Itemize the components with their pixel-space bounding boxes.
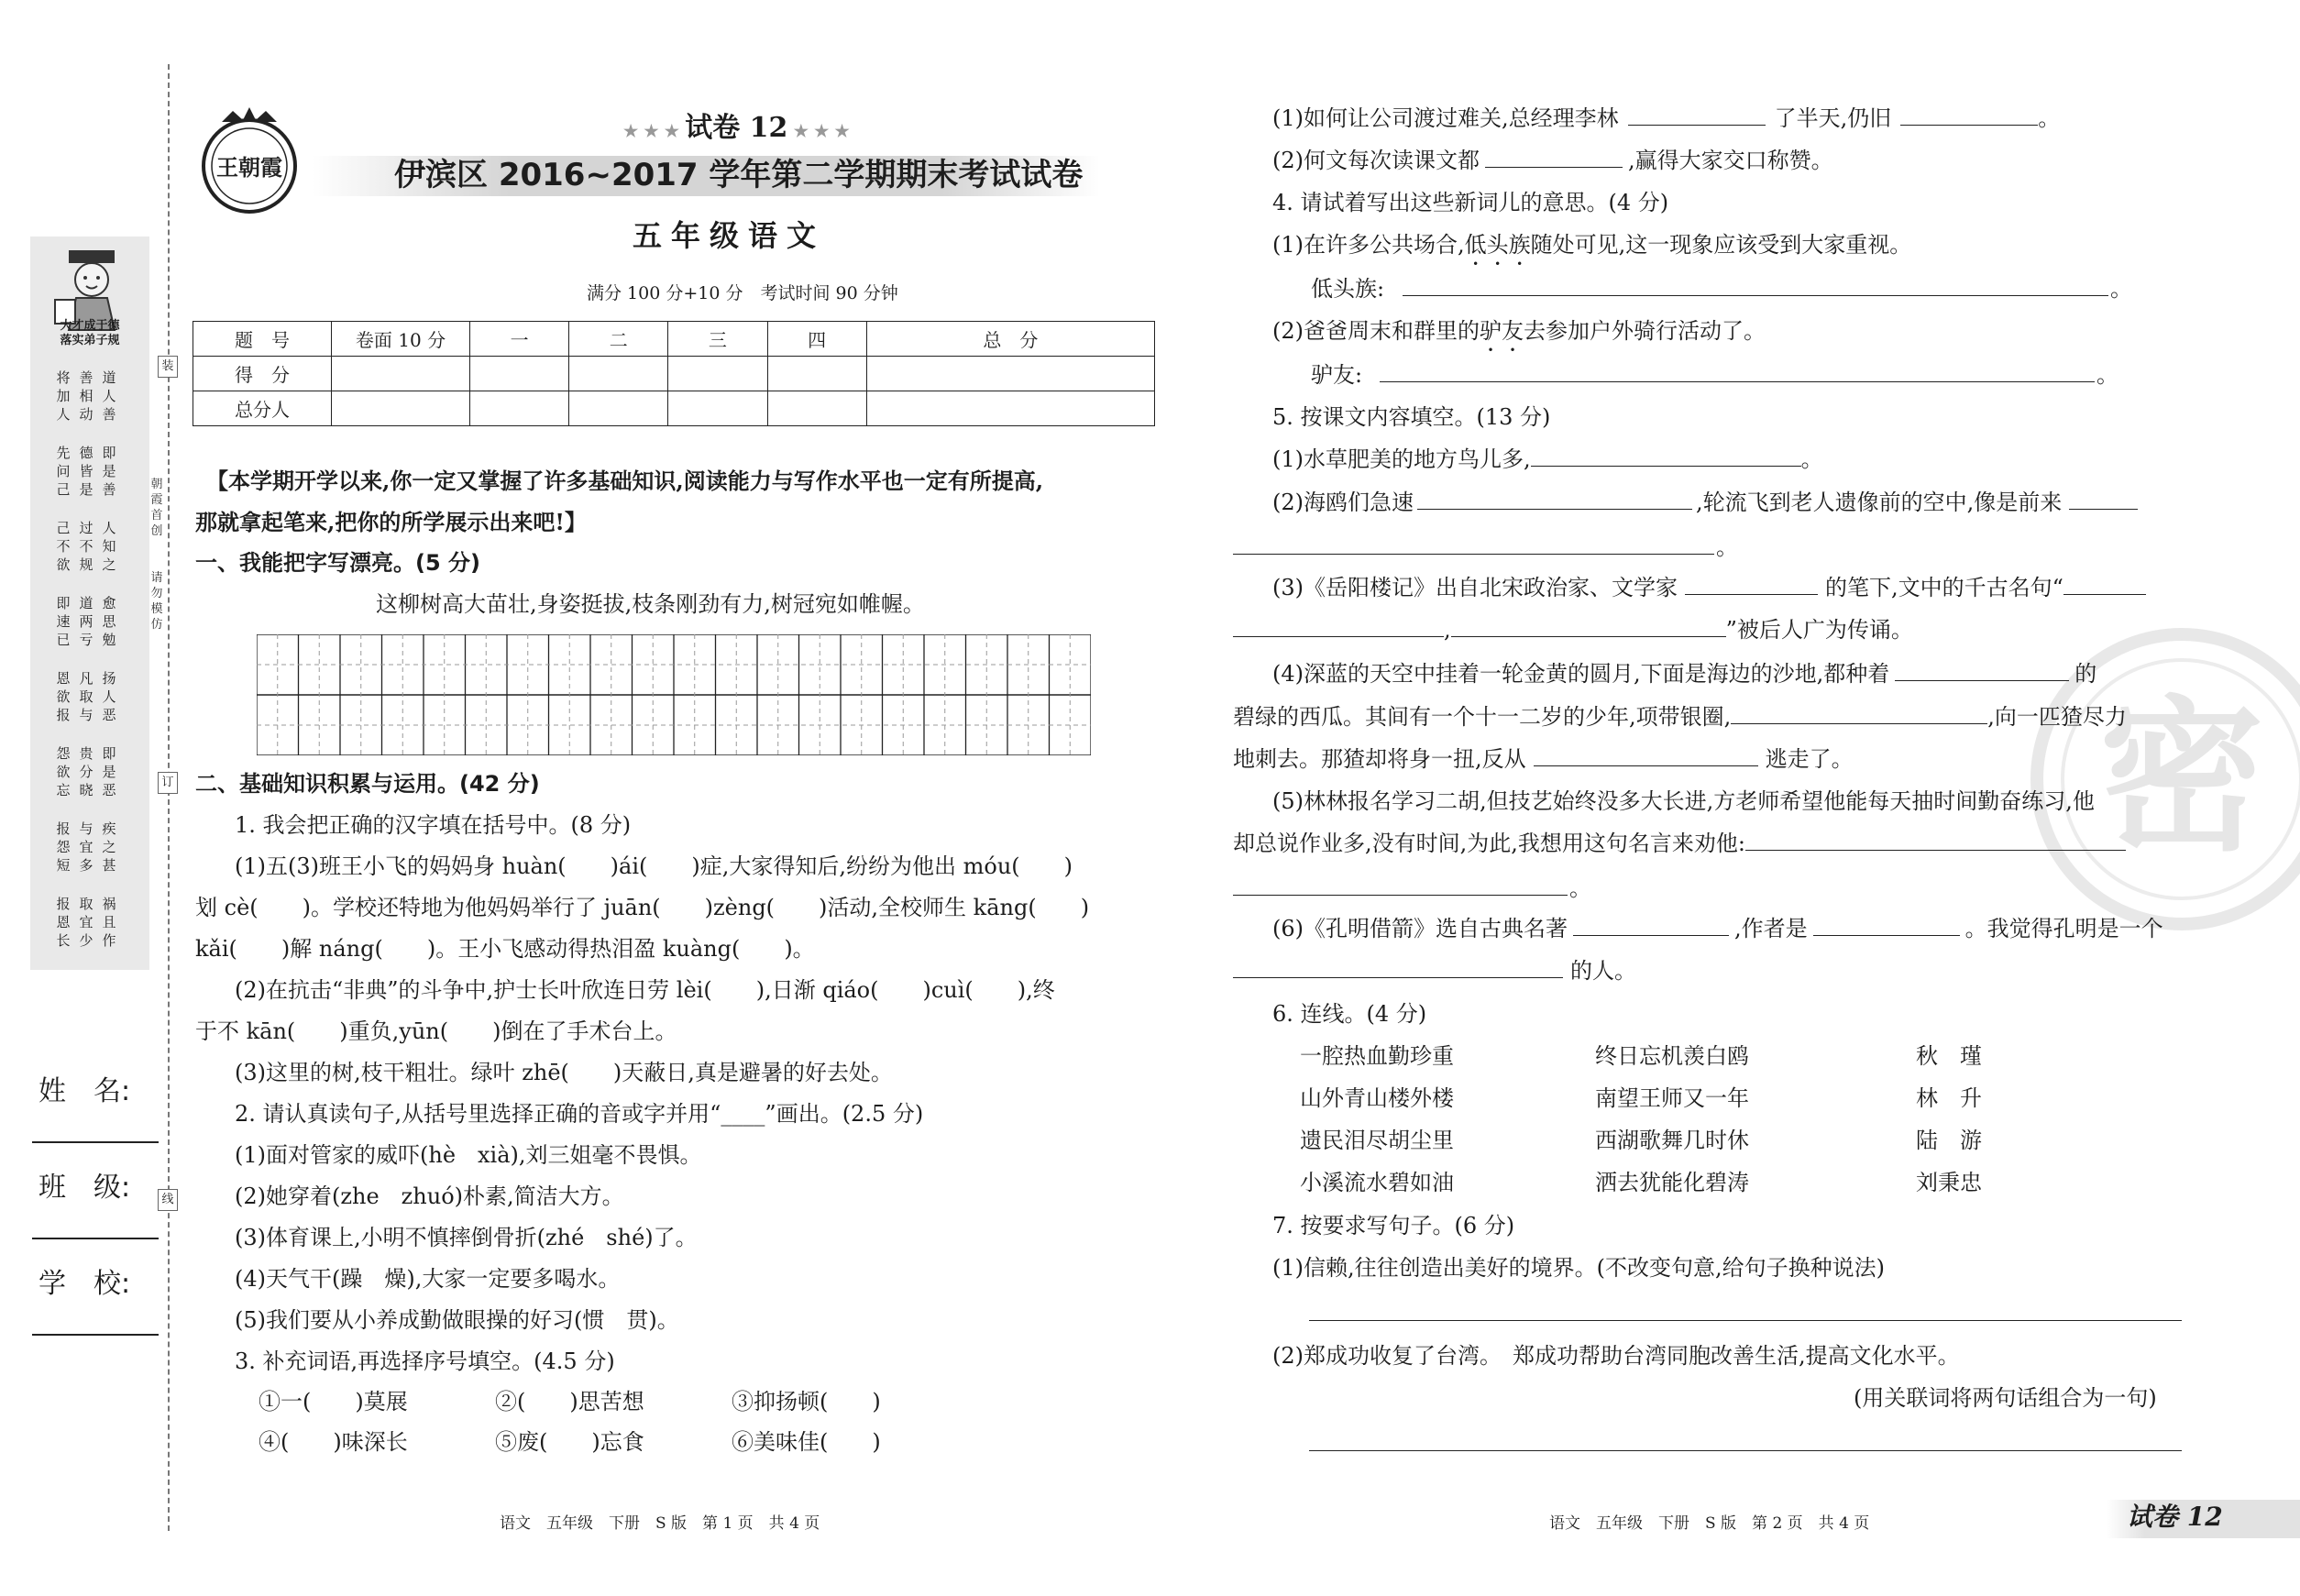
answer-blank[interactable] — [1685, 572, 1818, 595]
score-table-header: 三 — [668, 322, 767, 357]
question-line: (1)五(3)班王小飞的妈妈身 huàn( )ái( )症,大家得知后,纷纷为他出 móu( ) — [235, 853, 1073, 879]
text-part: (1)水草肥美的地方鸟儿多, — [1272, 446, 1531, 472]
side-column: 过不规 — [79, 520, 94, 573]
binding-mark-xian: 线 — [158, 1189, 178, 1211]
answer-blank[interactable] — [1731, 701, 1987, 724]
question-line: (5)我们要从小养成勤做眼操的好习(惯 贯)。 — [235, 1307, 679, 1333]
side-column: 恩欲报 — [56, 670, 71, 723]
side-column: 贵分晓 — [79, 745, 94, 798]
text-part: 。 — [1800, 446, 1823, 472]
question-line — [1272, 315, 1766, 357]
class-label: 班 级: — [39, 1172, 131, 1204]
writing-grid-lines — [257, 634, 1091, 755]
text-part: 去参加户外骑行活动了。 — [1524, 318, 1766, 344]
answer-blank[interactable] — [1813, 913, 1960, 936]
answer-blank[interactable] — [2069, 487, 2138, 510]
side-motto-line: 落实弟子规 — [60, 334, 120, 347]
question-line: (4)天气干(躁 燥),大家一定要多喝水。 — [235, 1266, 621, 1292]
side-column: 即是善 — [102, 445, 116, 498]
score-cell[interactable] — [569, 391, 668, 426]
side-column: 善相动 — [79, 369, 94, 423]
question-line: (2)郑成功收复了台湾。 郑成功帮助台湾同胞改善生活,提高文化水平。 — [1272, 1343, 1960, 1369]
side-column: 己不欲 — [56, 520, 71, 573]
binding-mark-zhuang: 装 — [158, 356, 178, 378]
side-column: 怨欲忘 — [56, 745, 71, 798]
text-part: 逃走了。 — [1765, 746, 1854, 772]
match-item[interactable]: 南望王师又一年 — [1595, 1085, 1749, 1111]
page-footer: 语文 五年级 下册 S 版 第 2 页 共 4 页 — [1549, 1514, 1870, 1533]
text-part: 的 — [2074, 661, 2097, 687]
text-part: (2)爸爸周末和群里的 — [1272, 318, 1480, 344]
section-heading: 二、基础知识积累与运用。(42 分) — [195, 771, 540, 797]
match-author[interactable]: 林 升 — [1916, 1085, 1982, 1111]
text-part: 。我觉得孔明是一个 — [1964, 916, 2163, 941]
question-line — [1233, 701, 2127, 732]
side-column: 道人善 — [102, 369, 116, 423]
idiom-item: ①一( )莫展 — [259, 1389, 408, 1414]
class-field[interactable] — [32, 1238, 159, 1239]
score-table-header: 卷面 10 分 — [332, 322, 470, 357]
question-line: (3)体育课上,小明不慎摔倒骨折(zhé shé)了。 — [235, 1225, 698, 1250]
new-word-dotted: 低头族 — [1464, 232, 1531, 258]
subject-title: 五年级语文 — [633, 218, 826, 253]
question-line — [1272, 572, 2146, 603]
text-part: ,轮流飞到老人遗像前的空中,像是前来 — [1696, 490, 2063, 515]
answer-blank[interactable] — [1233, 614, 1444, 637]
text-part: 的笔下,文中的千古名句“ — [1825, 575, 2063, 600]
side-column: 与宜多 — [79, 820, 94, 874]
name-field[interactable] — [32, 1141, 159, 1143]
question: 5. 按课文内容填空。(13 分) — [1272, 404, 1551, 430]
question-line: kǎi( )解 náng( )。王小飞感动得热泪盈 kuàng( )。 — [195, 936, 815, 962]
question: 3. 补充词语,再选择序号填空。(4.5 分) — [235, 1348, 615, 1374]
question-note: (用关联词将两句话组合为一句) — [1854, 1385, 2157, 1411]
question-line: (2)在抗击“非典”的斗争中,护士长叶欣连日劳 lèi( ),日渐 qiáo( )cuì( ),终 — [235, 977, 1055, 1003]
answer-line[interactable] — [1380, 381, 2095, 382]
new-word-dotted: 驴友 — [1480, 318, 1524, 344]
answer-blank[interactable] — [1900, 103, 2038, 126]
side-motto-line: 大才成于德 — [60, 319, 120, 333]
text-part: ,向一匹猹尽力 — [1987, 704, 2127, 730]
match-author[interactable]: 秋 瑾 — [1916, 1043, 1982, 1069]
page-title: 伊滨区 2016~2017 学年第二学期期末考试试卷 — [394, 157, 1084, 193]
match-item[interactable]: 遗民泪尽胡尘里 — [1300, 1128, 1454, 1153]
side-column: 将加人 — [56, 369, 71, 423]
publisher-logo — [193, 105, 307, 215]
answer-blank[interactable] — [1233, 955, 1563, 978]
side-column: 扬人恶 — [102, 670, 116, 723]
definition-label: 驴友: — [1311, 362, 1363, 388]
side-column: 报怨短 — [56, 820, 71, 874]
side-column: 即是恶 — [102, 745, 116, 798]
period: 。 — [1716, 534, 1738, 560]
name-label: 姓 名: — [39, 1075, 131, 1107]
side-column: 先问己 — [56, 445, 71, 498]
question-line — [1272, 487, 2138, 518]
text-part: ,赢得大家交口称赞。 — [1628, 148, 1833, 173]
answer-blank[interactable] — [1745, 828, 2126, 851]
stamp-char: 密 — [2098, 682, 2265, 874]
score-table-header: 四 — [767, 322, 866, 357]
side-column: 即速已 — [56, 595, 71, 648]
score-table-header: 题 号 — [193, 322, 332, 357]
answer-blank[interactable] — [1417, 487, 1692, 510]
match-author[interactable]: 刘秉忠 — [1916, 1170, 1982, 1195]
question-line: (5)林林报名学习二胡,但技艺始终没多大长进,方老师希望他能每天抽时间勤奋练习,他 — [1272, 788, 2095, 814]
question-line: (1)面对管家的威吓(hè xià),刘三姐毫不畏惧。 — [235, 1142, 702, 1168]
answer-blank[interactable] — [1534, 743, 1758, 766]
text-part: 却总说作业多,没有时间,为此,我想用这句名言来劝他: — [1233, 831, 1745, 856]
question: 7. 按要求写句子。(6 分) — [1272, 1213, 1515, 1238]
answer-line[interactable] — [1233, 554, 1714, 555]
match-item[interactable]: 山外青山楼外楼 — [1300, 1085, 1454, 1111]
score-table-row — [193, 357, 1155, 391]
score-table-header-row — [193, 322, 1155, 357]
side-column: 疾之甚 — [102, 820, 116, 874]
score-table-header: 一 — [470, 322, 569, 357]
match-item[interactable]: 小溪流水碧如油 — [1300, 1170, 1454, 1195]
intro-line: 【本学期开学以来,你一定又掌握了许多基础知识,阅读能力与写作水平也一定有所提高, — [206, 468, 1044, 494]
answer-blank[interactable] — [1628, 103, 1766, 126]
section-heading: 一、我能把字写漂亮。(5 分) — [195, 550, 480, 576]
score-table — [193, 321, 1155, 426]
side-column: 凡取与 — [79, 670, 94, 723]
question-line — [1272, 913, 2163, 944]
side-column: 德皆是 — [79, 445, 94, 498]
match-item[interactable]: 一腔热血勤珍重 — [1300, 1043, 1454, 1069]
question-line: (3)这里的树,枝干粗壮。绿叶 zhē( )天蔽日,真是避暑的好去处。 — [235, 1060, 893, 1085]
score-cell[interactable] — [866, 357, 1154, 391]
school-label: 学 校: — [39, 1268, 131, 1300]
score-info: 满分 100 分+10 分 考试时间 90 分钟 — [587, 283, 898, 303]
text-part: 碧绿的西瓜。其间有一个十一二岁的少年,项带银圈, — [1233, 704, 1732, 730]
answer-line[interactable] — [1403, 295, 2108, 296]
binding-dashed-line — [168, 64, 170, 1531]
text-part: (6)《孔明借箭》选自古典名著 — [1272, 916, 1568, 941]
match-item[interactable]: 洒去犹能化碧涛 — [1595, 1170, 1749, 1195]
answer-line[interactable] — [1309, 1450, 2182, 1451]
period: 。 — [1569, 875, 1591, 901]
answer-blank[interactable] — [1485, 145, 1623, 168]
intro-line: 那就拿起笔来,把你的所学展示出来吧!】 — [195, 509, 587, 535]
side-column: 人知之 — [102, 520, 116, 573]
text-part: (1)在许多公共场合, — [1272, 232, 1465, 258]
school-field[interactable] — [32, 1334, 159, 1336]
binding-mark-ding: 订 — [158, 772, 178, 794]
answer-blank[interactable] — [1451, 614, 1726, 637]
copy-sentence: 这柳树高大苗壮,身姿挺拔,枝条刚劲有力,树冠宛如帷幄。 — [376, 591, 925, 617]
question: 4. 请试着写出这些新词儿的意思。(4 分) — [1272, 190, 1669, 215]
period: 。 — [2110, 276, 2132, 302]
writing-grid[interactable] — [257, 634, 1091, 755]
score-table-row — [193, 391, 1155, 426]
question-line — [1272, 658, 2096, 689]
side-column: 祸且作 — [102, 896, 116, 949]
match-item[interactable]: 西湖歌舞几时休 — [1595, 1128, 1749, 1153]
question-line — [1272, 145, 1833, 176]
match-author[interactable]: 陆 游 — [1916, 1128, 1982, 1153]
score-cell[interactable] — [470, 391, 569, 426]
score-table-header: 二 — [569, 322, 668, 357]
score-cell[interactable] — [332, 357, 470, 391]
question-line — [1233, 955, 1636, 986]
text-part: (2)何文每次读课文都 — [1272, 148, 1480, 173]
question-line: 于不 kān( )重负,yūn( )倒在了手术台上。 — [195, 1018, 677, 1044]
exam-number: ★ ★ ★ 试卷 12 ★ ★ ★ — [623, 112, 850, 144]
answer-blank[interactable] — [2063, 572, 2146, 595]
idiom-item: ③抑扬顿( ) — [732, 1389, 881, 1414]
text-part: (1)如何让公司渡过难关,总经理李林 — [1272, 105, 1619, 131]
text-part: (3)《岳阳楼记》出自北宋政治家、文学家 — [1272, 575, 1678, 600]
text-part: (4)深蓝的天空中挂着一轮金黄的圆月,下面是海边的沙地,都种着 — [1272, 661, 1890, 687]
score-row-label: 得 分 — [193, 357, 332, 391]
question-line: 划 cè( )。学校还特地为他妈妈举行了 juān( )zèng( )活动,全校师生 kāng( ) — [195, 895, 1090, 920]
question: 1. 我会把正确的汉字填在括号中。(8 分) — [235, 812, 632, 838]
score-cell[interactable] — [668, 391, 767, 426]
binding-note-2: 请勿模仿 — [150, 571, 163, 632]
side-column: 道两亏 — [79, 595, 94, 648]
idiom-item: ⑤废( )忘食 — [495, 1429, 644, 1455]
question-line: , ”被后人广为传诵。 — [1233, 614, 1913, 645]
question-line — [1272, 103, 2060, 134]
page-footer: 语文 五年级 下册 S 版 第 1 页 共 4 页 — [500, 1514, 820, 1533]
text-part: ”被后人广为传诵。 — [1725, 617, 1913, 643]
answer-blank[interactable] — [1531, 444, 1801, 467]
logo-text: 王朝霞 — [216, 154, 282, 181]
score-cell[interactable] — [470, 357, 569, 391]
definition-label: 低头族: — [1311, 276, 1385, 302]
question: 2. 请认真读句子,从括号里选择正确的音或字并用“____”画出。(2.5 分) — [235, 1101, 924, 1127]
side-column: 愈思勉 — [102, 595, 116, 648]
question-line — [1233, 828, 2126, 859]
idiom-item: ⑥美味佳( ) — [732, 1429, 881, 1455]
side-motto — [37, 319, 143, 348]
side-column: 取宜少 — [79, 896, 94, 949]
text-part: 。 — [2038, 105, 2061, 131]
exam-number-text: 试卷 12 — [685, 112, 788, 144]
match-item[interactable]: 终日忘机羡白鸥 — [1595, 1043, 1749, 1069]
text-part: 了半天,仍旧 — [1774, 105, 1892, 131]
score-cell[interactable] — [332, 391, 470, 426]
score-cell[interactable] — [767, 357, 866, 391]
score-table-header: 总 分 — [866, 322, 1154, 357]
answer-line[interactable] — [1233, 895, 1568, 896]
idiom-item: ②( )思苦想 — [495, 1389, 644, 1414]
answer-blank[interactable] — [1895, 658, 2069, 681]
idiom-item: ④( )味深长 — [259, 1429, 408, 1455]
text-part: 的人。 — [1570, 958, 1636, 984]
period: 。 — [2096, 362, 2118, 388]
score-cell[interactable] — [668, 357, 767, 391]
question-line — [1272, 229, 1911, 270]
question-line — [1233, 743, 1854, 775]
question: 6. 连线。(4 分) — [1272, 1001, 1427, 1027]
side-column: 报恩长 — [56, 896, 71, 949]
score-cell[interactable] — [569, 357, 668, 391]
score-row-label: 总分人 — [193, 391, 332, 426]
answer-line[interactable] — [1309, 1320, 2182, 1321]
text-part: (2)海鸥们急速 — [1272, 490, 1414, 515]
question-line: (1)信赖,往往创造出美好的境界。(不改变句意,给句子换种说法) — [1272, 1255, 1885, 1281]
question-line — [1272, 444, 1823, 475]
footer-exam-tag: 试卷 12 — [2127, 1502, 2223, 1532]
score-cell[interactable] — [866, 391, 1154, 426]
text-part: ,作者是 — [1734, 916, 1808, 941]
text-part: 随处可见,这一现象应该受到大家重视。 — [1530, 232, 1912, 258]
question-line: (2)她穿着(zhe zhuó)朴素,简洁大方。 — [235, 1183, 624, 1209]
text-part: 地刺去。那猹却将身一扭,反从 — [1233, 746, 1526, 772]
answer-blank[interactable] — [1573, 913, 1729, 936]
score-cell[interactable] — [767, 391, 866, 426]
binding-note-1: 朝霞首创 — [150, 478, 163, 538]
